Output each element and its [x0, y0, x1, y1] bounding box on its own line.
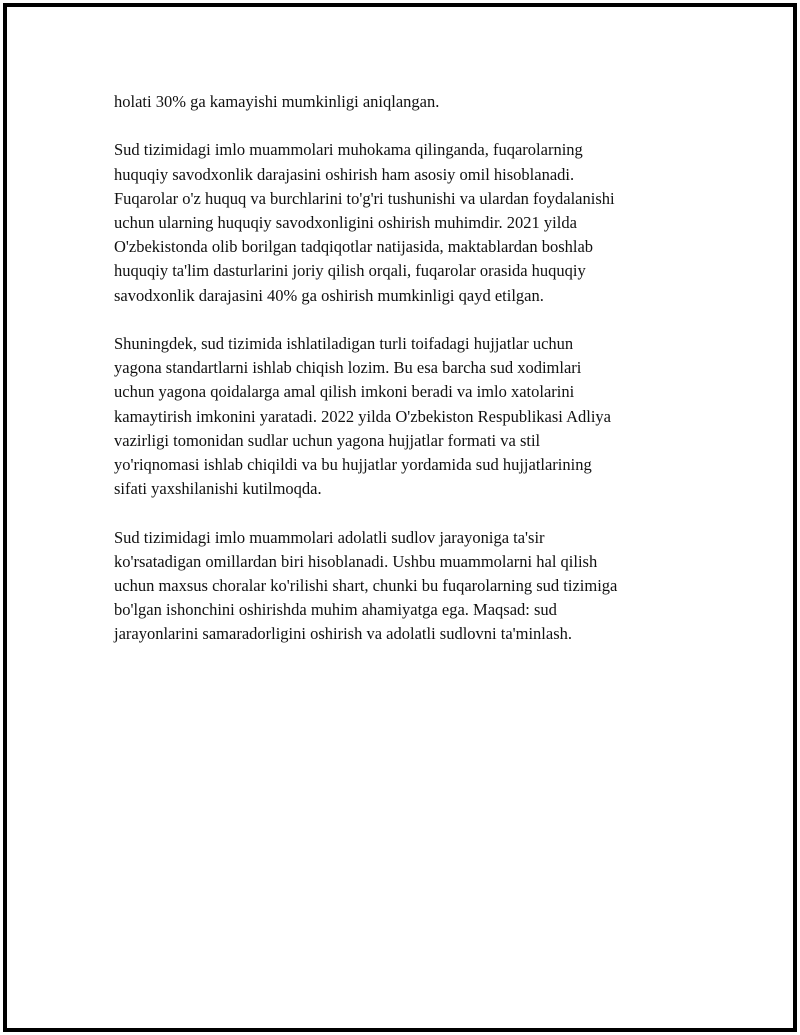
- paragraph: Sud tizimidagi imlo muammolari adolatli sudlov jarayoniga ta'sir ko'rsatadigan omillardan biri hisoblanadi. Ushbu muammolarni hal qilish uchun maxsus choralar ko'rilishi shart, chunki bu fuqarolarning sud tizimiga bo'lgan ishonchini oshirishda muhim ahamiyatga ega. Maqsad: sud jarayonlarini samaradorligini oshirish va adolatli sudlovni ta'minlash.: [114, 527, 618, 644]
- paragraph: holati 30% ga kamayishi mumkinligi aniqlangan.: [114, 92, 440, 111]
- document-body: [114, 90, 684, 671]
- paragraph: Shuningdek, sud tizimida ishlatiladigan turli toifadagi hujjatlar uchun yagona standartlarni ishlab chiqish lozim. Bu esa barcha sud xodimlari uchun yagona qoidalarga amal qilish imkoni beradi va imlo xatolarini kamaytirish imkonini yaratadi. 2022 yilda O'zbekiston Respublikasi Adliya vazirligi tomonidan sudlar uchun yagona hujjatlar formati va stil yo'riqnomasi ishlab chiqildi va bu hujjatlar yordamida sud hujjatlarining sifati yaxshilanishi kutilmoqda.: [114, 334, 611, 499]
- paragraph: Sud tizimidagi imlo muammolari muhokama qilinganda, fuqarolarning huquqiy savodxonlik darajasini oshirish ham asosiy omil hisoblanadi. Fuqarolar o'z huquq va burchlarini to'g'ri tushunishi va ulardan foydalanishi uchun ularning huquqiy savodxonligini oshirish muhimdir. 2021 yilda O'zbekistonda olib borilgan tadqiqotlar natijasida, maktablardan boshlab huquqiy ta'lim dasturlarini joriy qilish orqali, fuqarolar orasida huquqiy savodxonlik darajasini 40% ga oshirish mumkinligi qayd etilgan.: [114, 140, 615, 305]
